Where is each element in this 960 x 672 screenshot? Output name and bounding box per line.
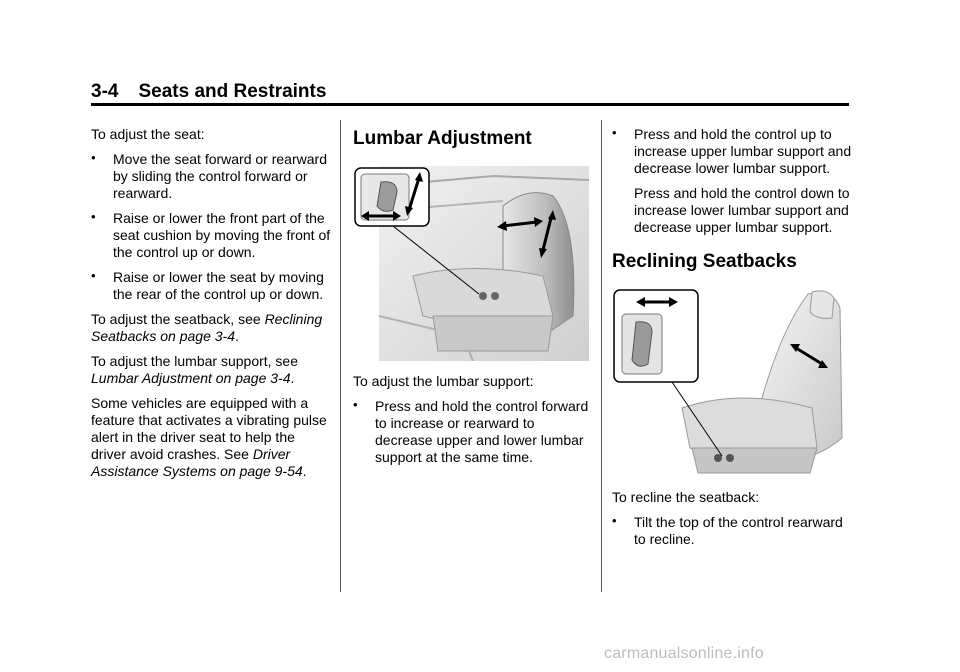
list-item: • Press and hold the control forward to increase or rearward to decrease upper and lower lumbar support at the same time.: [353, 398, 593, 466]
column-2: [353, 128, 593, 474]
seat-lumbar-control-illustration: [353, 166, 589, 361]
list-item: • Raise or lower the front part of the seat cushion by moving the front of the control up or down.: [91, 210, 331, 261]
seat-adjust-intro: To adjust the seat:: [91, 126, 205, 142]
lumbar-adjustment-link[interactable]: Lumbar Adjustment on page 3-4: [91, 370, 291, 386]
lumbar-intro: To adjust the lumbar support:: [353, 373, 534, 389]
list-item: • Press and hold the control up to increase upper lumbar support and decrease lower lumbar support.: [612, 126, 857, 177]
header-rule: [91, 103, 849, 106]
column-divider-2: [601, 120, 602, 592]
driver-assistance-link[interactable]: Driver Assistance Systems on page 9-54: [91, 446, 303, 479]
lumbar-list: [353, 398, 593, 466]
list-item: • Tilt the top of the control rearward to recline.: [612, 514, 857, 548]
lumbar-continuation: Press and hold the control down to increase lower lumbar support and decrease upper lumbar support.: [634, 185, 850, 235]
seat-adjust-list: [91, 151, 331, 303]
recline-intro: To recline the seatback:: [612, 489, 760, 505]
list-item: • Move the seat forward or rearward by sliding the control forward or rearward.: [91, 151, 331, 202]
recline-list: [612, 514, 857, 548]
lumbar-list-continued: [612, 126, 857, 177]
watermark: carmanualsonline.info: [604, 645, 764, 662]
feature-paragraph: Some vehicles are equipped with a feature that activates a vibrating pulse alert in the driver seat to help the driver avoid crashes. See Driver Assistance Systems on page 9-54.: [91, 395, 327, 479]
lumbar-reference: To adjust the lumbar support, see Lumbar Adjustment on page 3-4.: [91, 353, 299, 386]
seat-recline-control-illustration: [612, 288, 844, 475]
page-number: 3-4: [91, 81, 119, 102]
column-3: [612, 126, 857, 556]
column-divider-1: [340, 120, 341, 592]
lumbar-heading: Lumbar Adjustment: [353, 128, 532, 149]
seatback-reference: To adjust the seatback, see Reclining Seatbacks on page 3-4.: [91, 311, 323, 344]
column-1: [91, 126, 331, 488]
list-item: • Raise or lower the seat by moving the rear of the control up or down.: [91, 269, 331, 303]
page-header: [91, 80, 326, 104]
reclining-heading: Reclining Seatbacks: [612, 251, 797, 272]
section-title: Seats and Restraints: [138, 81, 327, 102]
reclining-seatbacks-link[interactable]: Reclining Seatbacks on page 3-4: [91, 311, 323, 344]
